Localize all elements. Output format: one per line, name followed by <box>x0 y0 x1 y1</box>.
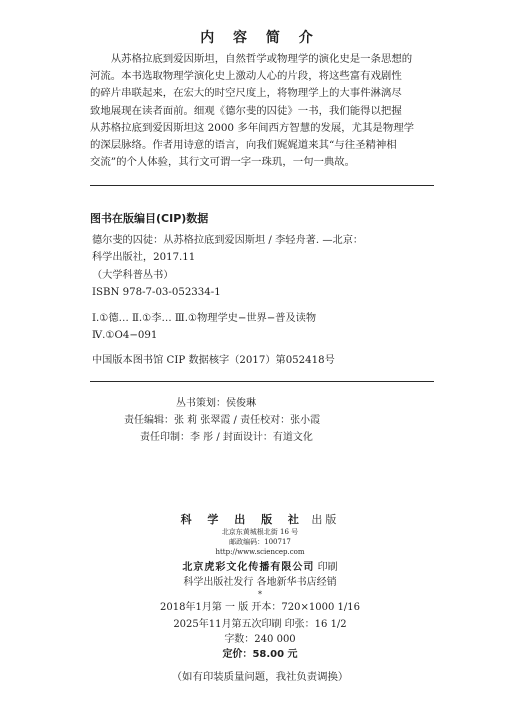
separator-star: * <box>258 590 262 599</box>
divider <box>90 381 434 382</box>
publisher-address: 北京东黄城根北街 16 号 <box>221 528 299 536</box>
word-count: 字数：240 000 <box>224 634 296 645</box>
price-line: 定价：58.00 元 <box>222 649 298 660</box>
introduction-text <box>90 51 440 171</box>
publisher-name: 科 学 出 版 社 出版 <box>180 513 340 526</box>
intro-line: 从苏格拉底到爱因斯坦这 2000 多年间西方智慧的发展，尤其是物理学 <box>90 121 414 134</box>
edition-line: 2018年1月第 一 版 开本：720×1000 1/16 <box>160 602 360 613</box>
cip-isbn: ISBN 978-7-03-052334-1 <box>92 287 221 299</box>
staff-line: 丛书策划：侯俊琳 <box>176 398 256 409</box>
divider <box>90 185 434 186</box>
cip-data <box>92 232 432 370</box>
publisher-website: http://www.sciencep.com <box>215 548 305 556</box>
intro-line: 的碎片串联起来，在宏大的时空尺度上，将物理学上的大事件淋漓尽 <box>90 87 402 100</box>
distribution-line: 科学出版社发行 各地新华书店经销 <box>183 577 337 588</box>
intro-line: 河流。本书选取物理学演化史上激动人心的片段，将这些富有戏剧性 <box>90 70 402 83</box>
intro-line: 致地展现在读者面前。细观《德尔斐的囚徒》一书，我们能得以把握 <box>90 104 402 117</box>
cip-line: Ⅳ.①O4−091 <box>92 330 158 342</box>
cip-line: （大学科普丛书） <box>92 269 174 281</box>
intro-line: 的深层脉络。作者用诗意的语言，向我们娓娓道来其“与往圣精神相 <box>90 139 397 152</box>
intro-line: 交流”的个人体验，其行文可谓一字一珠玑，一句一典故。 <box>90 156 356 169</box>
printer-line: 北京虎彩文化传播有限公司 印刷 <box>182 562 338 573</box>
intro-line: 从苏格拉底到爱因斯坦，自然哲学或物理学的演化史是一条思想的 <box>110 53 413 65</box>
publisher-block <box>0 512 520 685</box>
staff-line: 责任印制：李 彤 / 封面设计：有道文化 <box>140 432 313 443</box>
cip-line: Ⅰ.①德… Ⅱ.①李… Ⅲ.①物理学史−世界−普及读物 <box>92 312 317 324</box>
staff-line: 责任编辑：张 莉 张翠霞 / 责任校对：张小霞 <box>124 415 321 426</box>
staff-credits <box>100 395 430 446</box>
cip-heading: 图书在版编目(CIP)数据 <box>90 212 209 225</box>
cip-line: 科学出版社，2017.11 <box>92 252 196 264</box>
cip-line: 德尔斐的囚徒：从苏格拉底到爱因斯坦 / 李轻舟著. —北京： <box>92 235 364 246</box>
publisher-postcode: 邮政编码：100717 <box>229 538 291 546</box>
printing-line: 2025年11月第五次印刷 印张：16 1/2 <box>173 619 347 630</box>
quality-note: （如有印装质量问题，我社负责调换） <box>171 671 349 683</box>
cip-record-number: 中国版本图书馆 CIP 数据核字（2017）第052418号 <box>92 355 335 367</box>
page-title: 内 容 简 介 <box>200 30 320 46</box>
